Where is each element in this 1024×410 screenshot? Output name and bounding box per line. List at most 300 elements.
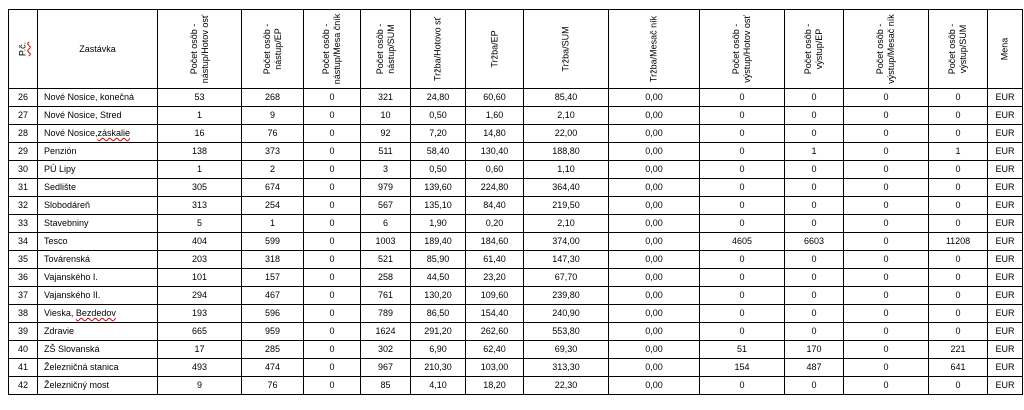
stop-name-cell[interactable]: Stavebniny [38, 215, 158, 233]
table-cell[interactable]: 1 [242, 215, 304, 233]
table-row [9, 125, 1023, 143]
table-cell[interactable]: 567 [361, 197, 411, 215]
table-cell[interactable]: 130,20 [411, 287, 466, 305]
table-cell[interactable]: 0 [844, 161, 929, 179]
table-cell[interactable]: 61,40 [466, 251, 524, 269]
table-cell[interactable]: 665 [158, 323, 242, 341]
table-cell[interactable]: 27 [9, 107, 38, 125]
table-cell[interactable]: 374,00 [524, 233, 609, 251]
table-cell[interactable]: 44,50 [411, 269, 466, 287]
table-cell[interactable]: 364,40 [524, 179, 609, 197]
column-header-currency [988, 10, 1023, 89]
table-cell[interactable]: 17 [158, 341, 242, 359]
table-cell[interactable]: 0 [844, 215, 929, 233]
table-cell[interactable]: 0 [844, 323, 929, 341]
table-cell[interactable]: 0,00 [609, 161, 700, 179]
table-cell[interactable]: 35 [9, 251, 38, 269]
table-cell[interactable]: 0 [700, 377, 785, 395]
table-cell[interactable]: 0,00 [609, 251, 700, 269]
stop-name-cell[interactable]: Vajanského II. [38, 287, 158, 305]
column-header-label: Počet osôb - nástup/Hotov osť [188, 14, 210, 84]
table-cell[interactable]: 305 [158, 179, 242, 197]
table-cell[interactable]: 0 [304, 359, 361, 377]
table-cell[interactable]: 0 [929, 197, 988, 215]
table-cell[interactable]: 761 [361, 287, 411, 305]
column-header-label: Zastávka [79, 44, 116, 54]
table-row [9, 305, 1023, 323]
column-header-label: Tržba/SUM [560, 26, 571, 72]
table-cell[interactable]: 154,40 [466, 305, 524, 323]
table-cell[interactable]: 0,00 [609, 305, 700, 323]
table-cell[interactable]: 789 [361, 305, 411, 323]
table-cell[interactable]: 3 [361, 161, 411, 179]
table-cell[interactable]: 203 [158, 251, 242, 269]
table-cell[interactable]: 135,10 [411, 197, 466, 215]
table-cell[interactable]: 1 [929, 143, 988, 161]
table-cell[interactable]: 0,50 [411, 161, 466, 179]
column-header-index [9, 10, 38, 89]
table-cell[interactable]: 979 [361, 179, 411, 197]
table-cell[interactable]: 0 [785, 215, 844, 233]
column-header-label: Počet osôb - výstup/EP [803, 23, 824, 75]
header-row [9, 10, 1023, 89]
table-cell[interactable]: 36 [9, 269, 38, 287]
table-cell[interactable]: 22,00 [524, 125, 609, 143]
table-cell[interactable]: 0 [700, 323, 785, 341]
table-cell[interactable]: 210,30 [411, 359, 466, 377]
table-cell[interactable]: 62,40 [466, 341, 524, 359]
table-cell[interactable]: 0 [304, 269, 361, 287]
table-cell[interactable]: 154 [700, 359, 785, 377]
table-cell[interactable]: 32 [9, 197, 38, 215]
table-cell[interactable]: 5 [158, 215, 242, 233]
table-cell[interactable]: 0 [844, 89, 929, 107]
table-cell[interactable]: 103,00 [466, 359, 524, 377]
table-cell[interactable]: 302 [361, 341, 411, 359]
table-cell[interactable]: 37 [9, 287, 38, 305]
table-cell[interactable]: 0 [844, 305, 929, 323]
table-cell[interactable]: 189,40 [411, 233, 466, 251]
table-cell[interactable]: 0 [929, 377, 988, 395]
table-cell[interactable]: 0,00 [609, 323, 700, 341]
table-cell[interactable]: 487 [785, 359, 844, 377]
table-cell[interactable]: 30 [9, 161, 38, 179]
stop-name-cell[interactable]: Sedlište [38, 179, 158, 197]
table-cell[interactable]: 2,10 [524, 107, 609, 125]
table-cell[interactable]: 22,30 [524, 377, 609, 395]
table-cell[interactable]: 0 [304, 89, 361, 107]
table-cell[interactable]: 0 [785, 305, 844, 323]
table-cell[interactable]: 6 [361, 215, 411, 233]
table-cell[interactable]: 0,00 [609, 287, 700, 305]
table-cell[interactable]: 67,70 [524, 269, 609, 287]
table-cell[interactable]: 0 [700, 287, 785, 305]
table-cell[interactable]: 967 [361, 359, 411, 377]
table-cell[interactable]: 0,60 [466, 161, 524, 179]
table-cell[interactable]: 24,80 [411, 89, 466, 107]
table-cell[interactable]: 0 [785, 125, 844, 143]
table-cell[interactable]: 33 [9, 215, 38, 233]
table-cell[interactable]: 1,60 [466, 107, 524, 125]
table-cell[interactable]: 0 [304, 287, 361, 305]
table-cell[interactable]: 240,90 [524, 305, 609, 323]
table-cell[interactable]: 18,20 [466, 377, 524, 395]
table-cell[interactable]: 0 [700, 107, 785, 125]
stop-name-cell[interactable]: Slobodáreň [38, 197, 158, 215]
table-cell[interactable]: 14,80 [466, 125, 524, 143]
table-cell[interactable]: 0 [785, 287, 844, 305]
table-cell[interactable]: 553,80 [524, 323, 609, 341]
table-cell[interactable]: 291,20 [411, 323, 466, 341]
table-cell[interactable]: 959 [242, 323, 304, 341]
table-cell[interactable]: 76 [242, 377, 304, 395]
table-cell[interactable]: 0 [304, 323, 361, 341]
table-cell[interactable]: EUR [988, 179, 1023, 197]
table-cell[interactable]: 184,60 [466, 233, 524, 251]
column-header-alight-monthly [844, 10, 929, 89]
table-row [9, 143, 1023, 161]
table-cell[interactable]: 11208 [929, 233, 988, 251]
table-cell[interactable]: 31 [9, 179, 38, 197]
table-cell[interactable]: 0 [844, 251, 929, 269]
table-cell[interactable]: 0 [304, 179, 361, 197]
table-cell[interactable]: 0 [785, 107, 844, 125]
table-cell[interactable]: 493 [158, 359, 242, 377]
table-cell[interactable]: 0 [700, 161, 785, 179]
table-cell[interactable]: 0 [929, 107, 988, 125]
column-header-revenue-monthly [609, 10, 700, 89]
table-cell[interactable]: 170 [785, 341, 844, 359]
table-cell[interactable]: 0 [304, 341, 361, 359]
table-cell[interactable]: 0 [785, 179, 844, 197]
table-cell[interactable]: 0 [785, 269, 844, 287]
table-cell[interactable]: 60,60 [466, 89, 524, 107]
table-cell[interactable]: 69,30 [524, 341, 609, 359]
table-cell[interactable]: 318 [242, 251, 304, 269]
table-cell[interactable]: 2,10 [524, 215, 609, 233]
table-cell[interactable]: 0 [785, 323, 844, 341]
table-cell[interactable]: 313,30 [524, 359, 609, 377]
table-cell[interactable]: EUR [988, 341, 1023, 359]
table-cell[interactable]: 4605 [700, 233, 785, 251]
table-row [9, 287, 1023, 305]
table-cell[interactable]: 0,00 [609, 359, 700, 377]
table-cell[interactable]: 0 [700, 89, 785, 107]
column-header-label: Tržba/Hotovo sť [432, 16, 443, 82]
table-cell[interactable]: 0 [700, 251, 785, 269]
table-cell[interactable]: 0 [929, 215, 988, 233]
table-cell[interactable]: 7,20 [411, 125, 466, 143]
table-cell[interactable]: 0 [929, 125, 988, 143]
data-table [8, 9, 1023, 395]
table-cell[interactable]: 130,40 [466, 143, 524, 161]
column-header-board-ep [242, 10, 304, 89]
table-row [9, 377, 1023, 395]
table-cell[interactable]: 219,50 [524, 197, 609, 215]
table-cell[interactable]: 0 [844, 107, 929, 125]
table-cell[interactable]: 139,60 [411, 179, 466, 197]
table-body [9, 89, 1023, 395]
table-cell[interactable]: 0 [304, 251, 361, 269]
table-cell[interactable]: 0,00 [609, 269, 700, 287]
table-cell[interactable]: 0,00 [609, 125, 700, 143]
table-cell[interactable]: 239,80 [524, 287, 609, 305]
table-cell[interactable]: 101 [158, 269, 242, 287]
table-cell[interactable]: 313 [158, 197, 242, 215]
table-cell[interactable]: 39 [9, 323, 38, 341]
column-header-board-monthly [304, 10, 361, 89]
column-header-revenue-ep [466, 10, 524, 89]
table-cell[interactable]: EUR [988, 197, 1023, 215]
table-cell[interactable]: EUR [988, 107, 1023, 125]
table-cell[interactable]: 1003 [361, 233, 411, 251]
table-cell[interactable]: 467 [242, 287, 304, 305]
column-header-alight-cash [700, 10, 785, 89]
table-cell[interactable]: 224,80 [466, 179, 524, 197]
table-row [9, 197, 1023, 215]
table-cell[interactable]: 474 [242, 359, 304, 377]
table-cell[interactable]: 0,20 [466, 215, 524, 233]
table-cell[interactable]: 9 [158, 377, 242, 395]
column-header-label: Počet osôb - nástup/EP [261, 23, 283, 75]
table-cell[interactable]: 16 [158, 125, 242, 143]
table-cell[interactable]: 0 [304, 125, 361, 143]
table-cell[interactable]: 1 [158, 161, 242, 179]
table-cell[interactable]: EUR [988, 287, 1023, 305]
table-cell[interactable]: 0 [785, 161, 844, 179]
table-cell[interactable]: 0 [304, 377, 361, 395]
column-header-label: Počet osôb - nástup/Mesa čník [321, 13, 342, 85]
table-cell[interactable]: 109,60 [466, 287, 524, 305]
table-cell[interactable]: 188,80 [524, 143, 609, 161]
column-header-revenue-cash [411, 10, 466, 89]
table-cell[interactable]: 0,00 [609, 233, 700, 251]
column-header-label: Mena [999, 37, 1010, 61]
column-header-stop [38, 10, 158, 89]
table-cell[interactable]: 0 [929, 323, 988, 341]
column-header-label: Počet osôb - výstup/Hotov osť [731, 15, 752, 83]
table-cell[interactable]: 58,40 [411, 143, 466, 161]
table-cell[interactable]: 0 [844, 179, 929, 197]
stop-name-cell[interactable]: PÚ Lipy [38, 161, 158, 179]
table-cell[interactable]: 1,10 [524, 161, 609, 179]
table-cell[interactable]: 0 [304, 233, 361, 251]
table-cell[interactable]: 0 [304, 197, 361, 215]
column-header-label: Počet osôb - nástup/SUM [374, 23, 396, 75]
table-cell[interactable]: 0 [844, 359, 929, 377]
table-cell[interactable]: 85,40 [524, 89, 609, 107]
table-cell[interactable]: 157 [242, 269, 304, 287]
table-cell[interactable]: 2 [242, 161, 304, 179]
table-cell[interactable]: 0 [929, 251, 988, 269]
table-cell[interactable]: 53 [158, 89, 242, 107]
table-cell[interactable]: 0 [304, 107, 361, 125]
stop-name-cell[interactable]: Železničná stanica [38, 359, 158, 377]
column-header-label: Tržba/EP [489, 30, 499, 68]
stop-name-cell[interactable]: Zdravie [38, 323, 158, 341]
table-cell[interactable]: 221 [929, 341, 988, 359]
table-cell[interactable]: 0 [304, 143, 361, 161]
table-cell[interactable]: 285 [242, 341, 304, 359]
table-cell[interactable]: 1,90 [411, 215, 466, 233]
spreadsheet [8, 9, 1023, 395]
table-cell[interactable]: 0 [929, 161, 988, 179]
table-cell[interactable]: 0 [700, 269, 785, 287]
table-cell[interactable]: 0 [785, 251, 844, 269]
table-cell[interactable]: 6,90 [411, 341, 466, 359]
table-cell[interactable]: 76 [242, 125, 304, 143]
table-cell[interactable]: 28 [9, 125, 38, 143]
table-cell[interactable]: 0 [785, 377, 844, 395]
table-cell[interactable]: 51 [700, 341, 785, 359]
column-header-alight-sum [929, 10, 988, 89]
table-cell[interactable]: 193 [158, 305, 242, 323]
column-header-board-cash [158, 10, 242, 89]
table-cell[interactable]: 596 [242, 305, 304, 323]
table-cell[interactable]: 86,50 [411, 305, 466, 323]
table-cell[interactable]: EUR [988, 251, 1023, 269]
table-cell[interactable]: EUR [988, 323, 1023, 341]
table-row [9, 107, 1023, 125]
table-cell[interactable]: 0 [844, 269, 929, 287]
table-cell[interactable]: 0,00 [609, 107, 700, 125]
table-cell[interactable]: 258 [361, 269, 411, 287]
table-cell[interactable]: 4,10 [411, 377, 466, 395]
table-cell[interactable]: 0 [844, 377, 929, 395]
table-cell[interactable]: 0 [844, 341, 929, 359]
table-header [9, 10, 1023, 89]
table-cell[interactable]: EUR [988, 359, 1023, 377]
table-cell[interactable]: EUR [988, 269, 1023, 287]
table-cell[interactable]: EUR [988, 89, 1023, 107]
table-cell[interactable]: 0 [929, 269, 988, 287]
stop-name-cell[interactable]: Nové Nosice, Stred [38, 107, 158, 125]
table-cell[interactable]: 0 [700, 143, 785, 161]
table-cell[interactable]: 9 [242, 107, 304, 125]
table-cell[interactable]: 294 [158, 287, 242, 305]
table-cell[interactable]: EUR [988, 305, 1023, 323]
table-row [9, 341, 1023, 359]
table-row [9, 269, 1023, 287]
table-cell[interactable]: 1624 [361, 323, 411, 341]
table-cell[interactable]: 29 [9, 143, 38, 161]
table-cell[interactable]: 0 [785, 89, 844, 107]
column-header-alight-ep [785, 10, 844, 89]
table-cell[interactable]: 0 [929, 305, 988, 323]
table-cell[interactable]: 0 [929, 89, 988, 107]
table-cell[interactable]: 0,00 [609, 215, 700, 233]
table-cell[interactable]: 92 [361, 125, 411, 143]
table-cell[interactable]: 599 [242, 233, 304, 251]
table-cell[interactable]: 0,00 [609, 179, 700, 197]
table-cell[interactable]: 84,40 [466, 197, 524, 215]
table-cell[interactable]: 0,00 [609, 341, 700, 359]
table-cell[interactable]: 0 [844, 287, 929, 305]
table-cell[interactable]: 404 [158, 233, 242, 251]
table-cell[interactable]: 0 [700, 125, 785, 143]
table-cell[interactable]: 1 [785, 143, 844, 161]
table-cell[interactable]: 0 [700, 305, 785, 323]
table-cell[interactable]: 0,00 [609, 377, 700, 395]
table-row [9, 233, 1023, 251]
table-cell[interactable]: 0 [844, 233, 929, 251]
table-cell[interactable]: 0 [304, 215, 361, 233]
stop-name-cell[interactable]: Železničný most [38, 377, 158, 395]
table-cell[interactable]: EUR [988, 233, 1023, 251]
table-cell[interactable]: 641 [929, 359, 988, 377]
table-cell[interactable]: 0 [304, 305, 361, 323]
table-cell[interactable]: 0 [700, 215, 785, 233]
table-cell[interactable]: 85,90 [411, 251, 466, 269]
table-cell[interactable]: 26 [9, 89, 38, 107]
stop-name-cell[interactable]: Vajanského I. [38, 269, 158, 287]
table-cell[interactable]: 0 [929, 287, 988, 305]
table-cell[interactable]: 23,20 [466, 269, 524, 287]
column-header-revenue-sum [524, 10, 609, 89]
table-cell[interactable]: 10 [361, 107, 411, 125]
table-cell[interactable]: 521 [361, 251, 411, 269]
table-cell[interactable]: 38 [9, 305, 38, 323]
table-cell[interactable]: 41 [9, 359, 38, 377]
table-cell[interactable]: 268 [242, 89, 304, 107]
table-cell[interactable]: 674 [242, 179, 304, 197]
table-cell[interactable]: 34 [9, 233, 38, 251]
stop-name-cell[interactable]: Nové Nosice, konečná [38, 89, 158, 107]
table-cell[interactable]: EUR [988, 377, 1023, 395]
table-cell[interactable]: 40 [9, 341, 38, 359]
table-cell[interactable]: 0,00 [609, 197, 700, 215]
table-cell[interactable]: 0 [844, 143, 929, 161]
table-cell[interactable]: 138 [158, 143, 242, 161]
table-cell[interactable]: EUR [988, 215, 1023, 233]
table-cell[interactable]: 0 [304, 161, 361, 179]
table-cell[interactable]: 0 [700, 179, 785, 197]
table-cell[interactable]: 42 [9, 377, 38, 395]
table-cell[interactable]: 0,50 [411, 107, 466, 125]
table-cell[interactable]: 0,00 [609, 143, 700, 161]
table-cell[interactable]: 85 [361, 377, 411, 395]
column-header-label: Tržba/Mesač ník [648, 15, 659, 83]
table-cell[interactable]: 321 [361, 89, 411, 107]
table-row [9, 215, 1023, 233]
table-cell[interactable]: 0,00 [609, 89, 700, 107]
column-header-label: Počet osôb - výstup/SUM [947, 23, 968, 75]
stop-name-cell[interactable]: Vieska, Bezdedov [38, 305, 158, 323]
table-cell[interactable]: EUR [988, 161, 1023, 179]
table-row [9, 89, 1023, 107]
table-cell[interactable]: EUR [988, 143, 1023, 161]
column-header-label: Počet osôb - výstup/Mesač ník [875, 14, 896, 84]
stop-name-cell[interactable]: Nové Nosice,záskalie [38, 125, 158, 143]
table-cell[interactable]: 262,60 [466, 323, 524, 341]
table-cell[interactable]: 373 [242, 143, 304, 161]
stop-name-cell[interactable]: Penzión [38, 143, 158, 161]
table-cell[interactable]: EUR [988, 125, 1023, 143]
table-cell[interactable]: 6603 [785, 233, 844, 251]
table-cell[interactable]: 1 [158, 107, 242, 125]
table-cell[interactable]: 254 [242, 197, 304, 215]
table-cell[interactable]: 0 [844, 125, 929, 143]
stop-name-cell[interactable]: Tesco [38, 233, 158, 251]
table-cell[interactable]: 0 [785, 197, 844, 215]
table-cell[interactable]: 0 [844, 197, 929, 215]
table-cell[interactable]: 147,30 [524, 251, 609, 269]
table-cell[interactable]: 511 [361, 143, 411, 161]
table-cell[interactable]: 0 [929, 179, 988, 197]
stop-name-cell[interactable]: ZŠ Slovanská [38, 341, 158, 359]
stop-name-cell[interactable]: Továrenská [38, 251, 158, 269]
table-cell[interactable]: 0 [700, 197, 785, 215]
